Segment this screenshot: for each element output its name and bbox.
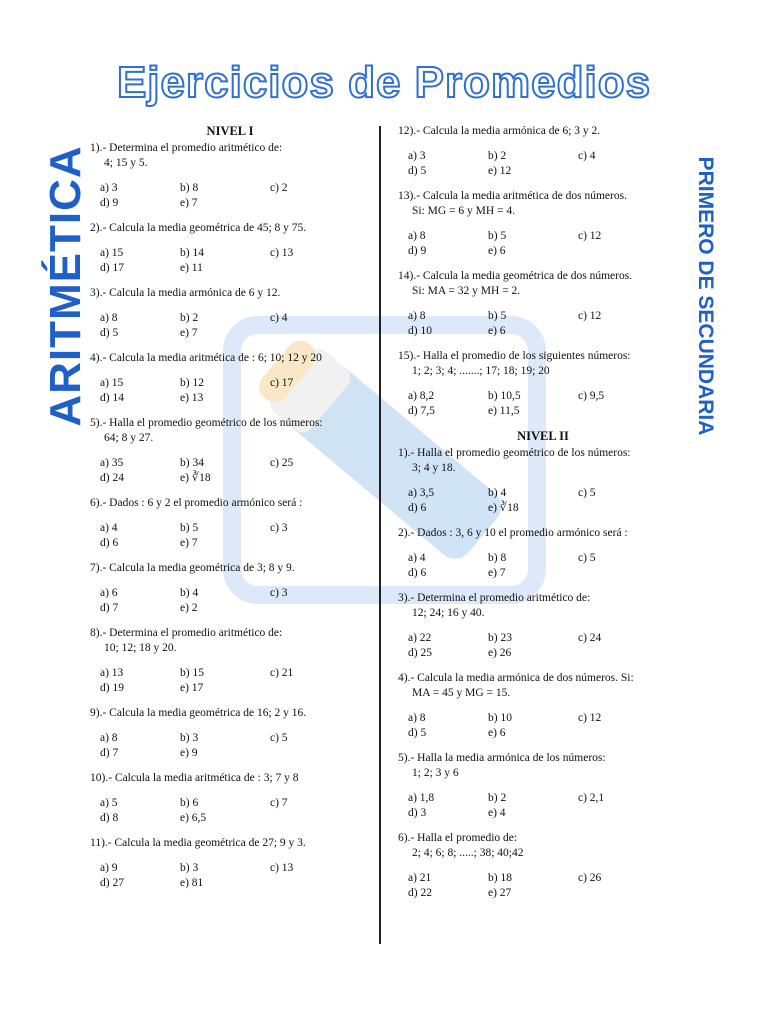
column-divider: [379, 126, 381, 944]
answer-option: a) 8: [408, 310, 426, 322]
answer-option: b) 34: [180, 457, 204, 469]
answer-option: e) 4: [488, 807, 506, 819]
level-title: NIVEL I: [206, 124, 254, 138]
answer-option: a) 1,8: [408, 792, 435, 804]
answer-option: e) 12: [488, 165, 512, 177]
answer-option: a) 3: [408, 150, 426, 162]
answer-option: b) 14: [180, 247, 204, 259]
answer-option: a) 15: [100, 247, 124, 259]
exercise-statement: 8).- Determina el promedio aritmético de:: [90, 627, 283, 639]
answer-option: a) 8: [408, 712, 426, 724]
answer-option: c) 13: [270, 862, 294, 874]
exercise-data: 3; 4 y 18.: [412, 462, 456, 474]
exercise-statement: 11).- Calcula la media geométrica de 27; 9 y 3.: [90, 837, 306, 849]
answer-option: e) 7: [180, 537, 198, 549]
exercise: [398, 349, 688, 419]
answer-option: d) 9: [100, 197, 119, 209]
exercise-statement: 2).- Calcula la media geométrica de 45; 8 y 75.: [90, 222, 307, 234]
answer-options: [90, 376, 370, 406]
answer-option: b) 8: [488, 552, 507, 564]
answer-option: b) 8: [180, 182, 199, 194]
answer-option: a) 8,2: [408, 390, 435, 402]
answer-option: e) 11,5: [488, 405, 520, 417]
answer-option: e) 13: [180, 392, 204, 404]
answer-option: a) 8: [408, 230, 426, 242]
exercise-statement: 4).- Calcula la media armónica de dos números. Si:: [398, 672, 634, 684]
answer-option: b) 10,5: [488, 390, 521, 402]
exercise-statement: 1).- Halla el promedio geométrico de los números:: [398, 447, 631, 459]
exercise-statement: 2).- Dados : 3, 6 y 10 el promedio armónico será :: [398, 527, 628, 539]
answer-option: e) 7: [488, 567, 506, 579]
exercise-data: 12; 24; 16 y 40.: [412, 607, 485, 619]
exercise: [398, 269, 688, 339]
answer-option: d) 5: [408, 165, 427, 177]
answer-options: [398, 309, 688, 339]
exercise: [90, 141, 370, 211]
exercise: [398, 671, 688, 741]
answer-option: b) 12: [180, 377, 204, 389]
exercise-statement: 9).- Calcula la media geométrica de 16; 2 y 16.: [90, 707, 307, 719]
exercise: [398, 526, 688, 581]
right-column: [398, 124, 688, 911]
answer-option: a) 8: [100, 312, 118, 324]
answer-options: [398, 631, 688, 661]
exercise: [398, 446, 688, 516]
exercise-statement: 7).- Calcula la media geométrica de 3; 8 y 9.: [90, 562, 295, 574]
exercise: [90, 416, 370, 486]
answer-options: [398, 149, 688, 179]
answer-option: a) 21: [408, 872, 432, 884]
exercise-statement: 4).- Calcula la media aritmética de : 6; 10; 12 y 20: [90, 352, 322, 364]
level-title: NIVEL II: [517, 429, 569, 443]
answer-options: [90, 861, 370, 891]
answer-options: [90, 666, 370, 696]
answer-option: a) 6: [100, 587, 118, 599]
answer-option: a) 4: [100, 522, 118, 534]
answer-option: e) 17: [180, 682, 204, 694]
answer-option: b) 18: [488, 872, 512, 884]
subject-label: ARITMÉTICA: [41, 145, 90, 427]
answer-option: b) 23: [488, 632, 512, 644]
answer-option: c) 25: [270, 457, 294, 469]
answer-options: [398, 711, 688, 741]
answer-options: [398, 791, 688, 821]
answer-option: c) 21: [270, 667, 294, 679]
answer-options: [90, 796, 370, 826]
answer-option: d) 17: [100, 262, 124, 274]
answer-option: d) 7: [100, 602, 119, 614]
answer-option: b) 15: [180, 667, 204, 679]
answer-option: a) 8: [100, 732, 118, 744]
answer-option: a) 3: [100, 182, 118, 194]
answer-option: b) 2: [488, 150, 507, 162]
exercise-statement: 3).- Determina el promedio aritmético de:: [398, 592, 591, 604]
exercise-statement: 15).- Halla el promedio de los siguientes números:: [398, 350, 631, 362]
answer-option: c) 26: [578, 872, 602, 884]
answer-option: e) 26: [488, 647, 512, 659]
answer-option: c) 5: [578, 552, 596, 564]
answer-options: [90, 586, 370, 616]
exercise: [90, 351, 370, 406]
exercise: [398, 591, 688, 661]
answer-option: c) 17: [270, 377, 294, 389]
answer-option: c) 13: [270, 247, 294, 259]
answer-option: b) 6: [180, 797, 199, 809]
exercise-data: 10; 12; 18 y 20.: [104, 642, 177, 654]
answer-option: d) 10: [408, 325, 432, 337]
answer-options: [90, 731, 370, 761]
answer-option: c) 2: [270, 182, 288, 194]
answer-option: c) 4: [270, 312, 288, 324]
exercise-data: 4; 15 y 5.: [104, 157, 148, 169]
answer-option: d) 6: [408, 567, 427, 579]
answer-option: d) 7,5: [408, 405, 435, 417]
answer-option: c) 4: [578, 150, 596, 162]
answer-option: b) 2: [488, 792, 507, 804]
answer-option: c) 7: [270, 797, 288, 809]
exercise: [90, 626, 370, 696]
answer-option: e) 11: [180, 262, 203, 274]
answer-option: b) 3: [180, 862, 199, 874]
grade-label: PRIMERO DE SECUNDARIA: [694, 156, 717, 436]
exercise-statement: 3).- Calcula la media armónica de 6 y 12.: [90, 287, 281, 299]
exercise-statement: 5).- Halla la media armónica de los números:: [398, 752, 606, 764]
exercise: [90, 771, 370, 826]
answer-option: e) 9: [180, 747, 198, 759]
answer-option: e) 6: [488, 245, 506, 257]
exercise-statement: 13).- Calcula la media aritmética de dos números.: [398, 190, 627, 202]
answer-option: d) 25: [408, 647, 432, 659]
answer-option: c) 12: [578, 310, 602, 322]
exercise: [90, 221, 370, 276]
answer-option: a) 9: [100, 862, 118, 874]
answer-option: a) 5: [100, 797, 118, 809]
exercise: [398, 124, 688, 179]
answer-option: a) 3,5: [408, 487, 435, 499]
answer-options: [398, 389, 688, 419]
exercise-statement: 6).- Dados : 6 y 2 el promedio armónico será :: [90, 497, 303, 509]
answer-option: e) 81: [180, 877, 204, 889]
answer-options: [398, 486, 688, 516]
exercise-statement: 1).- Determina el promedio aritmético de:: [90, 142, 283, 154]
answer-option: a) 4: [408, 552, 426, 564]
answer-option: b) 3: [180, 732, 199, 744]
answer-option: c) 12: [578, 230, 602, 242]
exercise-statement: 5).- Halla el promedio geométrico de los números:: [90, 417, 323, 429]
answer-option: e) 2: [180, 602, 198, 614]
answer-option: d) 5: [408, 727, 427, 739]
answer-option: c) 3: [270, 587, 288, 599]
answer-option: b) 4: [488, 487, 507, 499]
answer-option: d) 5: [100, 327, 119, 339]
answer-option: e) 7: [180, 197, 198, 209]
answer-option: e) ∛18: [488, 502, 519, 514]
answer-option: b) 5: [180, 522, 199, 534]
answer-option: b) 4: [180, 587, 199, 599]
answer-option: d) 27: [100, 877, 124, 889]
answer-option: c) 9,5: [578, 390, 605, 402]
exercise-data: 1; 2; 3 y 6: [412, 767, 459, 779]
answer-option: a) 15: [100, 377, 124, 389]
answer-option: b) 2: [180, 312, 199, 324]
answer-option: c) 12: [578, 712, 602, 724]
answer-option: d) 6: [100, 537, 119, 549]
answer-options: [398, 871, 688, 901]
answer-option: e) 7: [180, 327, 198, 339]
answer-option: c) 2,1: [578, 792, 605, 804]
left-column: [90, 124, 370, 901]
exercise: [90, 561, 370, 616]
answer-options: [398, 551, 688, 581]
answer-option: d) 22: [408, 887, 432, 899]
exercise-data: Si: MA = 32 y MH = 2.: [412, 285, 521, 297]
exercise-data: MA = 45 y MG = 15.: [412, 687, 511, 699]
answer-options: [90, 246, 370, 276]
answer-options: [90, 456, 370, 486]
exercise-statement: 14).- Calcula la media geométrica de dos números.: [398, 270, 633, 282]
answer-option: b) 10: [488, 712, 512, 724]
answer-option: d) 24: [100, 472, 124, 484]
answer-option: c) 3: [270, 522, 288, 534]
answer-option: c) 24: [578, 632, 602, 644]
exercise-statement: 10).- Calcula la media aritmética de : 3; 7 y 8: [90, 772, 299, 784]
exercise-data: 2; 4; 6; 8; .....; 38; 40;42: [412, 847, 524, 859]
answer-option: d) 8: [100, 812, 119, 824]
answer-option: d) 7: [100, 747, 119, 759]
exercise: [90, 286, 370, 341]
exercise-data: 64; 8 y 27.: [104, 432, 154, 444]
answer-option: e) 6,5: [180, 812, 207, 824]
answer-option: c) 5: [270, 732, 288, 744]
page-title: Ejercicios de Promedios: [116, 58, 652, 107]
exercise: [398, 751, 688, 821]
answer-option: a) 13: [100, 667, 124, 679]
answer-option: d) 9: [408, 245, 427, 257]
answer-option: e) ∛18: [180, 472, 211, 484]
answer-options: [90, 521, 370, 551]
answer-option: a) 35: [100, 457, 124, 469]
answer-options: [90, 311, 370, 341]
answer-option: a) 22: [408, 632, 432, 644]
exercise-data: 1; 2; 3; 4; .......; 17; 18; 19; 20: [412, 365, 550, 377]
answer-options: [398, 229, 688, 259]
answer-option: e) 27: [488, 887, 512, 899]
answer-options: [90, 181, 370, 211]
answer-option: b) 5: [488, 310, 507, 322]
answer-option: d) 19: [100, 682, 124, 694]
exercise: [398, 189, 688, 259]
answer-option: d) 14: [100, 392, 124, 404]
exercise: [398, 831, 688, 901]
answer-option: b) 5: [488, 230, 507, 242]
answer-option: c) 5: [578, 487, 596, 499]
answer-option: e) 6: [488, 727, 506, 739]
exercise-statement: 6).- Halla el promedio de:: [398, 832, 518, 844]
answer-option: d) 6: [408, 502, 427, 514]
exercise: [90, 836, 370, 891]
exercise-statement: 12).- Calcula la media armónica de 6; 3 y 2.: [398, 125, 601, 137]
answer-option: d) 3: [408, 807, 427, 819]
exercise: [90, 496, 370, 551]
exercise: [90, 706, 370, 761]
exercise-data: Si: MG = 6 y MH = 4.: [412, 205, 516, 217]
answer-option: e) 6: [488, 325, 506, 337]
